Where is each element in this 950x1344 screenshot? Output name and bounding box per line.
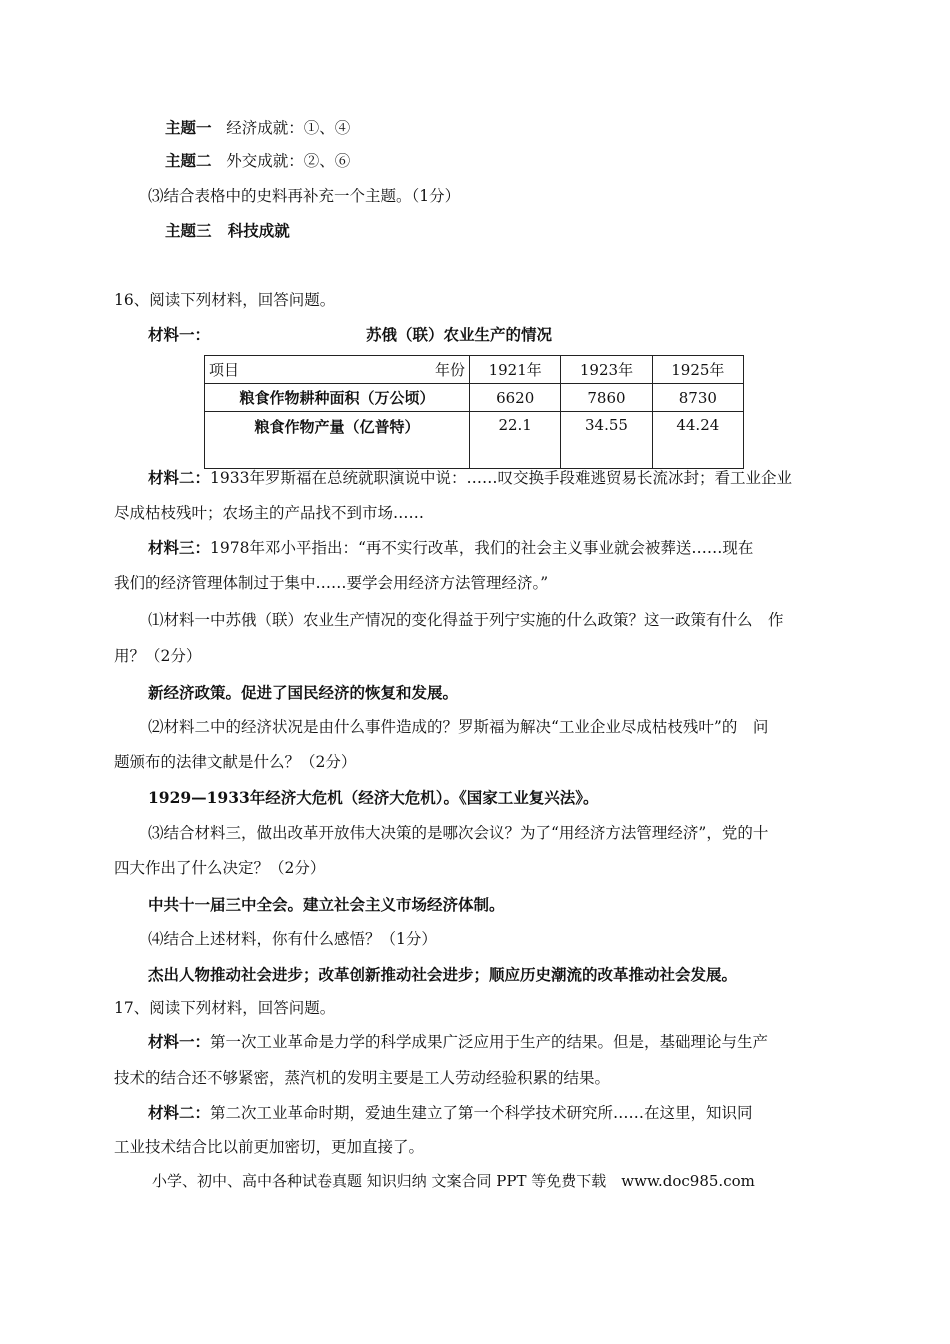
table-cell: 34.55 bbox=[561, 412, 652, 469]
header-year: 年份 bbox=[434, 361, 465, 379]
table-row-label: 粮食作物产量（亿普特） bbox=[205, 412, 470, 469]
question-2-line1: ⑵材料二中的经济状况是由什么事件造成的？罗斯福为解决“工业企业尽成枯枝残叶”的 问 bbox=[148, 718, 769, 736]
material-label: 材料二： bbox=[148, 1103, 211, 1122]
material-label: 材料三： bbox=[148, 538, 211, 557]
material-text: 1978年邓小平指出：“再不实行改革，我们的社会主义事业就会被葬送……现在 bbox=[210, 539, 754, 557]
material-label: 材料二： bbox=[148, 468, 211, 487]
material-text: 1933年罗斯福在总统就职演说中说：……叹交换手段难逃贸易长流冰封；看工业企业 bbox=[210, 469, 792, 487]
answer-4: 杰出人物推动社会进步；改革创新推动社会进步；顺应历史潮流的改革推动社会发展。 bbox=[148, 965, 738, 984]
material-text: 第一次工业革命是力学的科学成果广泛应用于生产的结果。但是，基础理论与生产 bbox=[210, 1033, 769, 1051]
table-cell: 22.1 bbox=[470, 412, 561, 469]
header-item: 项目 bbox=[209, 361, 240, 379]
question-17-title: 17、阅读下列材料，回答问题。 bbox=[114, 999, 336, 1017]
table-row bbox=[205, 384, 744, 412]
agriculture-table bbox=[204, 355, 744, 469]
answer-3: 中共十一届三中全会。建立社会主义市场经济体制。 bbox=[148, 895, 505, 914]
q17-material-1-line2: 技术的结合还不够紧密，蒸汽机的发明主要是工人劳动经验积累的结果。 bbox=[114, 1069, 611, 1087]
topic-content: 科技成就 bbox=[227, 221, 290, 240]
material-text: 第二次工业革命时期，爱迪生建立了第一个科学技术研究所……在这里，知识同 bbox=[210, 1104, 753, 1122]
question-15-3: ⑶结合表格中的史料再补充一个主题。（1分） bbox=[148, 187, 461, 205]
question-16-title: 16、阅读下列材料，回答问题。 bbox=[114, 291, 336, 309]
table-header-cell: 1921年 bbox=[470, 356, 561, 384]
question-3-line1: ⑶结合材料三，做出改革开放伟大决策的是哪次会议？为了“用经济方法管理经济”，党的十 bbox=[148, 824, 769, 842]
q17-material-2-line1 bbox=[148, 1102, 753, 1124]
material-3-line1 bbox=[148, 537, 753, 559]
topic-1 bbox=[165, 117, 350, 139]
question-2-line2: 题颁布的法律文献是什么？（2分） bbox=[114, 753, 357, 771]
table-title: 苏俄（联）农业生产的情况 bbox=[366, 325, 553, 344]
topic-label: 主题三 bbox=[165, 221, 212, 240]
topic-content: 经济成就：①、④ bbox=[226, 119, 351, 137]
topic-label: 主题一 bbox=[165, 118, 212, 137]
topic-3 bbox=[165, 220, 290, 242]
table-header-cell: 1923年 bbox=[561, 356, 652, 384]
topic-2 bbox=[165, 150, 350, 172]
table-cell: 6620 bbox=[470, 384, 561, 412]
material-2-line2: 尽成枯枝残叶；农场主的产品找不到市场…… bbox=[114, 504, 425, 522]
table-cell: 8730 bbox=[652, 384, 743, 412]
material-label: 材料一： bbox=[148, 1032, 211, 1051]
table-row-label: 粮食作物耕种面积（万公顷） bbox=[205, 384, 470, 412]
q17-material-1-line1 bbox=[148, 1031, 768, 1053]
table-row bbox=[205, 412, 744, 469]
material-3-line2: 我们的经济管理体制过于集中……要学会用经济方法管理经济。” bbox=[114, 574, 549, 592]
material-1-label: 材料一： bbox=[148, 325, 211, 344]
answer-2: 1929—1933年经济大危机（经济大危机）。《国家工业复兴法》。 bbox=[148, 788, 599, 807]
topic-label: 主题二 bbox=[165, 151, 212, 170]
table-header-row bbox=[205, 356, 744, 384]
question-4: ⑷结合上述材料，你有什么感悟？（1分） bbox=[148, 930, 437, 948]
question-3-line2: 四大作出了什么决定？（2分） bbox=[114, 859, 326, 877]
q17-material-2-line2: 工业技术结合比以前更加密切，更加直接了。 bbox=[114, 1138, 425, 1156]
table-cell: 7860 bbox=[561, 384, 652, 412]
table-cell: 44.24 bbox=[652, 412, 743, 469]
question-1-line1: ⑴材料一中苏俄（联）农业生产情况的变化得益于列宁实施的什么政策？这一政策有什么 作 bbox=[148, 611, 784, 629]
answer-1: 新经济政策。促进了国民经济的恢复和发展。 bbox=[148, 683, 459, 702]
page-footer: 小学、初中、高中各种试卷真题 知识归纳 文案合同 PPT 等免费下载 www.doc985.com bbox=[152, 1172, 755, 1190]
table-header-cell bbox=[205, 356, 470, 384]
question-1-line2: 用？（2分） bbox=[114, 647, 202, 665]
table-header-cell: 1925年 bbox=[652, 356, 743, 384]
topic-content: 外交成就：②、⑥ bbox=[226, 152, 351, 170]
material-2-line1 bbox=[148, 467, 792, 489]
